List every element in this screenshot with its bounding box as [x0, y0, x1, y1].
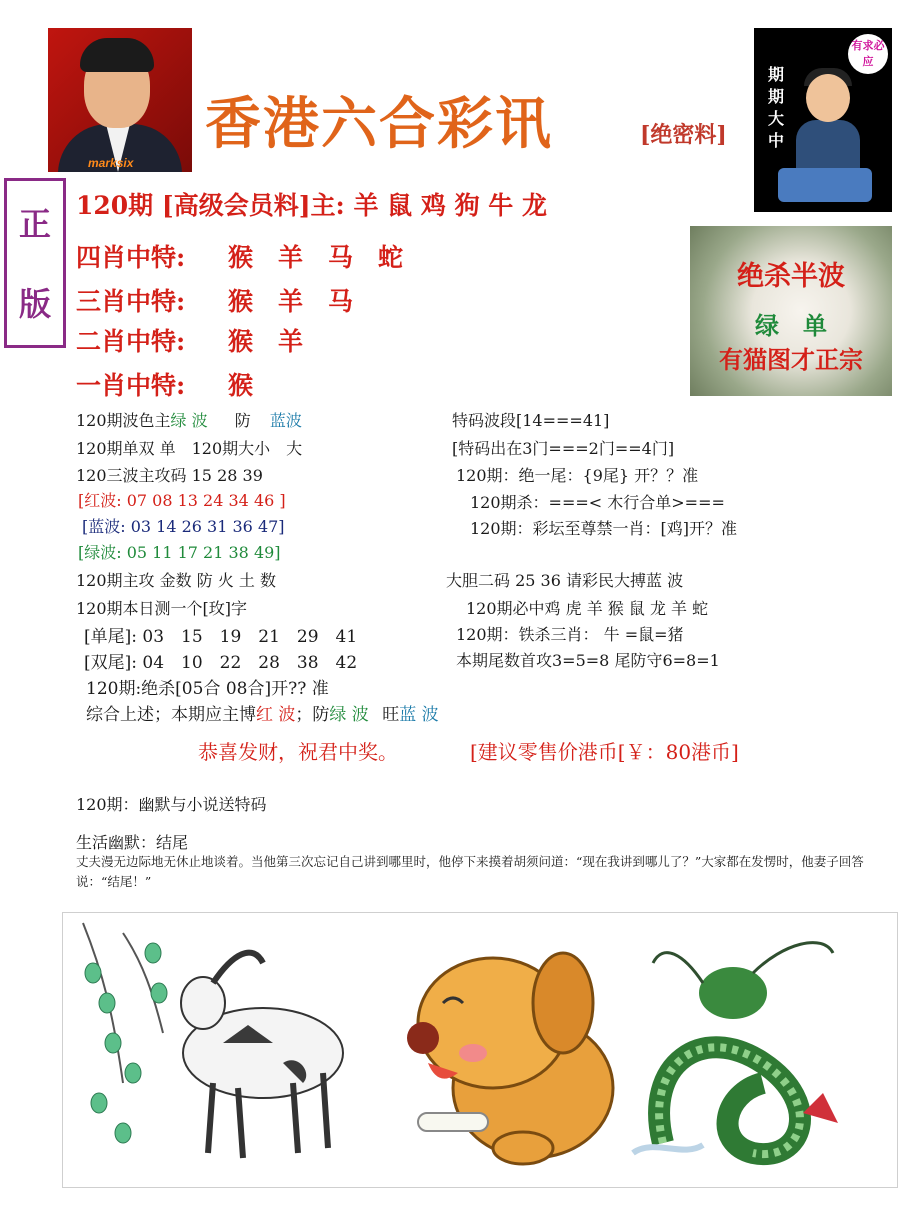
single-tail-kill-line: 120期：绝一尾：{9尾} 开？？准: [456, 466, 699, 485]
zodiac-value-3: 猴 羊 马: [228, 287, 354, 316]
double-tail-line: [双尾]: 04 10 22 28 38 42: [84, 653, 358, 673]
mascot-text: 期期大中: [768, 65, 785, 150]
two-code-line: 大胆二码 25 36 请彩民大搏蓝 波: [446, 571, 684, 590]
issue-line: 120期 [高级会员料]主: 羊 鼠 鸡 狗 牛 龙: [76, 191, 547, 220]
congrats-text: 恭喜发财，祝君中奖。: [198, 740, 398, 764]
stamp-char-1: 正: [18, 205, 51, 243]
gate-line: [特码出在3门===2门==4门]: [452, 439, 675, 458]
wave-color-line: 120期波色主绿 波 防 蓝波: [76, 411, 302, 430]
humor-title: 120期：幽默与小说送特码: [76, 795, 267, 814]
zodiac-label-1: 一肖中特:: [76, 371, 186, 400]
page-subtitle: [绝密料]: [640, 122, 727, 148]
iron-kill-line: 120期：铁杀三肖： 牛 =鼠=猪: [456, 625, 684, 644]
zodiac-value-2: 猴 羊: [228, 327, 304, 356]
dog-illustration: [407, 953, 613, 1164]
cat-image-box: [690, 226, 892, 396]
must-hit-line: 120期必中鸡 虎 羊 猴 鼠 龙 羊 蛇: [466, 599, 709, 618]
dragon-illustration: [633, 943, 838, 1155]
element-line: 120期主攻 金数 防 火 土 数: [76, 571, 276, 590]
kill-line: 120期:绝杀[05合 08合]开?? 准: [86, 679, 329, 699]
zodiac-illustrations: [62, 912, 898, 1188]
tail-attack-line: 本期尾数首攻3=5=8 尾防守6=8=1: [456, 651, 720, 670]
zodiac-label-4: 四肖中特:: [76, 243, 186, 272]
tail-range-line: 特码波段[14===41]: [452, 411, 610, 430]
humor-subtitle: 生活幽默：结尾: [76, 833, 189, 852]
host-photo: [48, 28, 192, 172]
red-wave-line: [红波: 07 08 13 24 34 46 ]: [78, 491, 286, 510]
page-title: 香港六合彩讯: [205, 91, 553, 157]
goat-illustration: [83, 923, 343, 1158]
catbox-line-1: 绝杀半波: [737, 261, 845, 292]
blue-wave-line: [蓝波: 03 14 26 31 36 47]: [82, 517, 285, 536]
stamp-char-2: 版: [18, 285, 51, 323]
zodiac-label-3: 三肖中特:: [76, 287, 186, 316]
mascot-bubble: 有求必应: [848, 34, 888, 74]
single-tail-line: [单尾]: 03 15 19 21 29 41: [84, 627, 358, 647]
green-wave-line: [绿波: 05 11 17 21 38 49]: [78, 543, 281, 562]
humor-story: 丈夫漫无边际地无休止地谈着。当他第三次忘记自己讲到哪里时，他停下来摸着胡须问道：“现在我讲到哪儿了？”大家都在发愣时，他妻子回答说：“结尾！”: [76, 854, 864, 889]
photo-watermark: marksix: [88, 156, 134, 170]
catbox-line-3: 有猫图才正宗: [719, 345, 863, 374]
authentic-stamp: [4, 178, 66, 348]
main-attack-line: 120三波主攻码 15 28 39: [76, 466, 263, 485]
wood-kill-line: 120期杀：===< 木行合单>===: [470, 493, 725, 512]
zodiac-value-4: 猴 羊 马 蛇: [228, 243, 404, 272]
zodiac-value-1: 猴: [228, 371, 254, 400]
mascot-image: [754, 28, 892, 212]
ban-zodiac-line: 120期：彩坛至尊禁一肖：[鸡]开？准: [470, 519, 738, 538]
summary-line: 综合上述；本期应主博红 波；防绿 波 旺蓝 波: [86, 705, 439, 725]
daily-char-line: 120期本日测一个[玫]字: [76, 599, 248, 618]
price-text: [建议零售价港币[￥：80港币]: [470, 740, 739, 764]
zodiac-label-2: 二肖中特:: [76, 327, 186, 356]
odd-even-line: 120期单双 单 120期大小 大: [76, 439, 303, 458]
catbox-line-2: 绿 单: [755, 311, 827, 340]
